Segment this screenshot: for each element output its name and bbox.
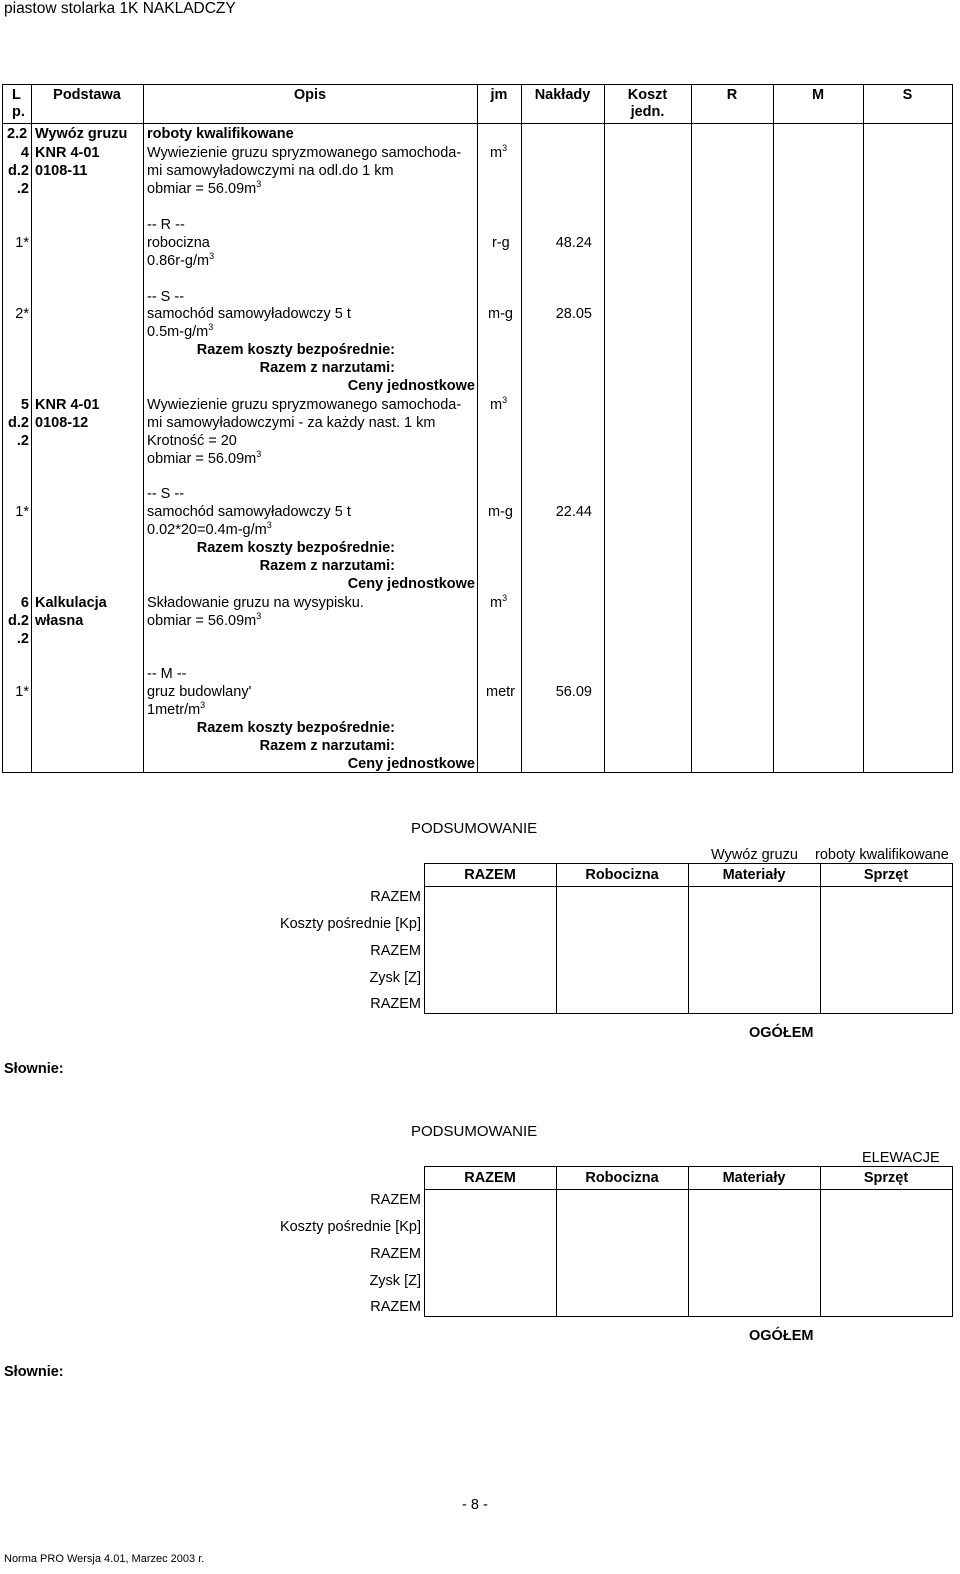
header-jm: jm <box>490 87 508 103</box>
document-title: piastow stolarka 1K NAKLADCZY <box>4 0 236 17</box>
row-label: RAZEM <box>370 1246 421 1262</box>
col-razem: RAZEM <box>464 1170 516 1186</box>
opis-line: Składowanie gruzu na wysypisku. <box>147 595 364 611</box>
ceny-jednostkowe: Ceny jednostkowe <box>347 576 475 592</box>
opis-line: Wywiezienie gruzu spryzmowanego samochoda- <box>147 145 462 161</box>
row-label: RAZEM <box>370 1299 421 1315</box>
obmiar: obmiar = $56.09m^3$ <box>147 611 262 629</box>
razem-narzut: Razem z narzutami: <box>259 558 395 574</box>
podstawa: 0108-11 <box>35 163 88 179</box>
section-number: 2.2 <box>7 126 28 142</box>
footer: Norma PRO Wersja 4.01, Marzec 2003 r. <box>4 1553 205 1565</box>
row-label: RAZEM <box>370 996 421 1012</box>
jm: $m^3$ <box>490 143 508 161</box>
row-label: RAZEM <box>370 1192 421 1208</box>
razem-narzut: Razem z narzutami: <box>259 738 395 754</box>
total-label: OGÓŁEM <box>749 1025 814 1041</box>
row-label: Koszty pośrednie [Kp] <box>279 916 421 932</box>
ceny-jednostkowe: Ceny jednostkowe <box>347 756 475 772</box>
podstawa: Kalkulacja <box>35 595 107 611</box>
jm: $m^3$ <box>490 593 508 611</box>
header-lp-2: p. <box>12 104 25 120</box>
total-label: OGÓŁEM <box>749 1328 814 1344</box>
summary-caption-right: roboty kwalifikowane <box>815 847 949 863</box>
col-robocizna: Robocizna <box>585 1170 659 1186</box>
podstawa: KNR 4-01 <box>35 145 100 161</box>
podstawa: KNR 4-01 <box>35 397 100 413</box>
header-m: M <box>811 87 825 103</box>
summary-caption-left: Wywóz gruzu <box>711 847 798 863</box>
header-naklady: Nakłady <box>534 87 591 103</box>
opis-line: mi samowyładowczymi - za każdy nast. 1 km <box>147 415 436 431</box>
razem-koszty: Razem koszty bezpośrednie: <box>196 720 395 736</box>
summary-caption-right: ELEWACJE <box>862 1150 940 1166</box>
header-jedn: jedn. <box>630 104 665 120</box>
razem-narzut: Razem z narzutami: <box>259 360 395 376</box>
summary-title: PODSUMOWANIE <box>411 1123 538 1140</box>
obmiar: obmiar = $56.09m^3$ <box>147 449 262 467</box>
slownie-label: Słownie: <box>4 1061 64 1077</box>
page-number: - 8 - <box>462 1497 488 1513</box>
col-sprzet: Sprzęt <box>863 1170 909 1186</box>
jm: $m^3$ <box>490 395 508 413</box>
opis-line: Krotność = 20 <box>147 433 237 449</box>
header-podstawa: Podstawa <box>53 87 121 103</box>
col-sprzet: Sprzęt <box>863 867 909 883</box>
podstawa: własna <box>35 613 84 629</box>
razem-koszty: Razem koszty bezpośrednie: <box>196 342 395 358</box>
col-razem: RAZEM <box>464 867 516 883</box>
row-label: Zysk [Z] <box>369 1273 421 1289</box>
header-koszt: Koszt <box>627 87 668 103</box>
header-opis: Opis <box>293 87 327 103</box>
header-r: R <box>726 87 738 103</box>
section-title: Wywóz gruzu <box>35 126 128 142</box>
col-materialy: Materiały <box>722 867 786 883</box>
col-materialy: Materiały <box>722 1170 786 1186</box>
col-robocizna: Robocizna <box>585 867 659 883</box>
section-subtitle: roboty kwalifikowane <box>147 126 294 142</box>
opis-line: Wywiezienie gruzu spryzmowanego samochoda- <box>147 397 462 413</box>
header-lp-1: L <box>12 87 21 103</box>
razem-koszty: Razem koszty bezpośrednie: <box>196 540 395 556</box>
opis-line: mi samowyładowczymi na odl.do 1 km <box>147 163 394 179</box>
row-label: RAZEM <box>370 943 421 959</box>
row-label: Koszty pośrednie [Kp] <box>279 1219 421 1235</box>
header-s: S <box>902 87 913 103</box>
ceny-jednostkowe: Ceny jednostkowe <box>347 378 475 394</box>
slownie-label: Słownie: <box>4 1364 64 1380</box>
podstawa: 0108-12 <box>35 415 89 431</box>
row-label: Zysk [Z] <box>369 970 421 986</box>
summary-title: PODSUMOWANIE <box>411 820 538 837</box>
obmiar: obmiar = $56.09m^3$ <box>147 179 262 197</box>
row-label: RAZEM <box>370 889 421 905</box>
